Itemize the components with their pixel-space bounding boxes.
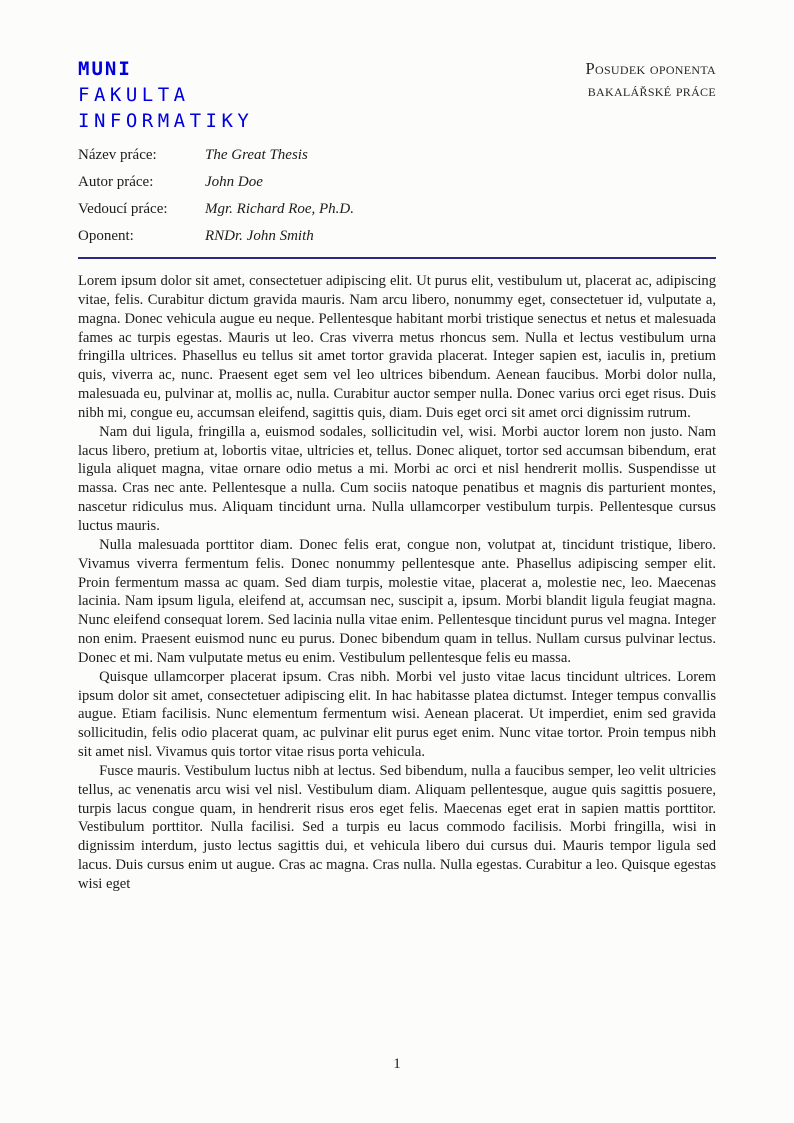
review-title-line1: Posudek oponenta [585, 59, 716, 78]
muni-logo [78, 56, 253, 134]
metadata-row-author [78, 169, 716, 196]
metadata-value: The Great Thesis [205, 147, 308, 163]
review-body [78, 272, 716, 894]
metadata-value: RNDr. John Smith [205, 228, 314, 244]
review-title [586, 56, 716, 102]
page-header [78, 56, 716, 134]
divider-rule [78, 257, 716, 259]
paragraph-1: Lorem ipsum dolor sit amet, consectetuer adipiscing elit. Ut purus elit, vestibulum ut, placerat ac, adipiscing vitae, felis. Curabitur dictum gravida mauris. Nam arcu libero, nonummy eget, consectetuer id, vulputate a, magna. Donec vehicula augue eu neque. Pellentesque habitant morbi tristique senectus et netus et malesuada fames ac turpis egestas. Mauris ut leo. Cras viverra metus rhoncus sem. Nulla et lectus vestibulum urna fringilla ultrices. Phasellus eu tellus sit amet tortor gravida placerat. Integer sapien est, iaculis in, pretium quis, viverra ac, nunc. Praesent eget sem vel leo ultrices bibendum. Aenean faucibus. Morbi dolor nulla, malesuada eu, pulvinar at, mollis ac, nulla. Curabitur auctor semper nulla. Donec varius orci eget risus. Duis nibh mi, congue eu, accumsan eleifend, sagittis quis, diam. Duis eget orci sit amet orci dignissim rutrum. [78, 273, 716, 421]
metadata-row-advisor [78, 196, 716, 223]
metadata-label: Oponent: [78, 228, 134, 244]
metadata-label: Autor práce: [78, 174, 154, 190]
page-number: 1 [393, 1056, 401, 1072]
paragraph-4: Quisque ullamcorper placerat ipsum. Cras nibh. Morbi vel justo vitae lacus tincidunt ultrices. Lorem ipsum dolor sit amet, consectetuer adipiscing elit. In hac habitasse platea dictumst. Integer tempus convallis augue. Etiam facilisis. Nunc elementum fermentum wisi. Aenean placerat. Ut imperdiet, enim sed gravida sollicitudin, felis odio placerat quam, ac pulvinar elit purus eget enim. Nunc vitae tortor. Proin tempus nibh sit amet nisl. Vivamus quis tortor vitae risus porta vehicula. [78, 668, 716, 761]
logo-line-informatiky: INFORMATIKY [78, 110, 254, 132]
metadata-label: Vedoucí práce: [78, 201, 168, 217]
logo-line-muni: MUNI [78, 58, 132, 80]
metadata-value: John Doe [205, 174, 263, 190]
paragraph-5: Fusce mauris. Vestibulum luctus nibh at lectus. Sed bibendum, nulla a faucibus semper, leo velit ultricies tellus, ac venenatis arcu wisi vel nisl. Vestibulum diam. Aliquam pellentesque, augue quis sagittis posuere, turpis lacus congue quam, in hendrerit risus eros eget felis. Maecenas eget erat in sapien mattis porttitor. Vestibulum porttitor. Nulla facilisi. Sed a turpis eu lacus commodo facilisis. Morbi fringilla, wisi in dignissim interdum, justo lectus sagittis dui, et vehicula libero dui cursus dui. Mauris tempor ligula sed lacus. Duis cursus enim ut augue. Cras ac magna. Cras nulla. Nulla egestas. Curabitur a leo. Quisque egestas wisi eget [78, 762, 716, 892]
review-title-line2: bakalářské práce [587, 81, 716, 100]
paragraph-2: Nam dui ligula, fringilla a, euismod sodales, sollicitudin vel, wisi. Morbi auctor lorem non justo. Nam lacus libero, pretium at, lobortis vitae, ultricies et, tellus. Donec aliquet, tortor sed accumsan bibendum, erat ligula aliquet magna, vitae ornare odio metus a mi. Morbi ac orci et nisl hendrerit mollis. Suspendisse ut massa. Cras nec ante. Pellentesque a nulla. Cum sociis natoque penatibus et magnis dis parturient montes, nascetur ridiculus mus. Aliquam tincidunt urna. Nulla ullamcorper vestibulum turpis. Pellentesque cursus luctus mauris. [78, 423, 716, 534]
paragraph-3: Nulla malesuada porttitor diam. Donec felis erat, congue non, volutpat at, tincidunt tristique, libero. Vivamus viverra fermentum felis. Donec nonummy pellentesque ante. Phasellus adipiscing semper elit. Proin fermentum massa ac quam. Sed diam turpis, molestie vitae, placerat a, molestie nec, leo. Maecenas lacinia. Nam ipsum ligula, eleifend at, accumsan nec, suscipit a, ipsum. Morbi blandit ligula feugiat magna. Nunc eleifend consequat lorem. Sed lacinia nulla vitae enim. Pellentesque tincidunt purus vel magna. Integer non enim. Praesent euismod nunc eu purus. Donec bibendum quam in tellus. Nullam cursus pulvinar lectus. Donec et mi. Nam vulputate metus eu enim. Vestibulum pellentesque felis eu massa. [78, 536, 716, 666]
metadata-row-opponent [78, 223, 716, 250]
metadata-value: Mgr. Richard Roe, Ph.D. [205, 201, 355, 217]
logo-line-fakulta: FAKULTA [78, 84, 190, 106]
metadata-label: Název práce: [78, 147, 157, 163]
thesis-metadata [78, 142, 716, 250]
metadata-row-title [78, 142, 716, 169]
